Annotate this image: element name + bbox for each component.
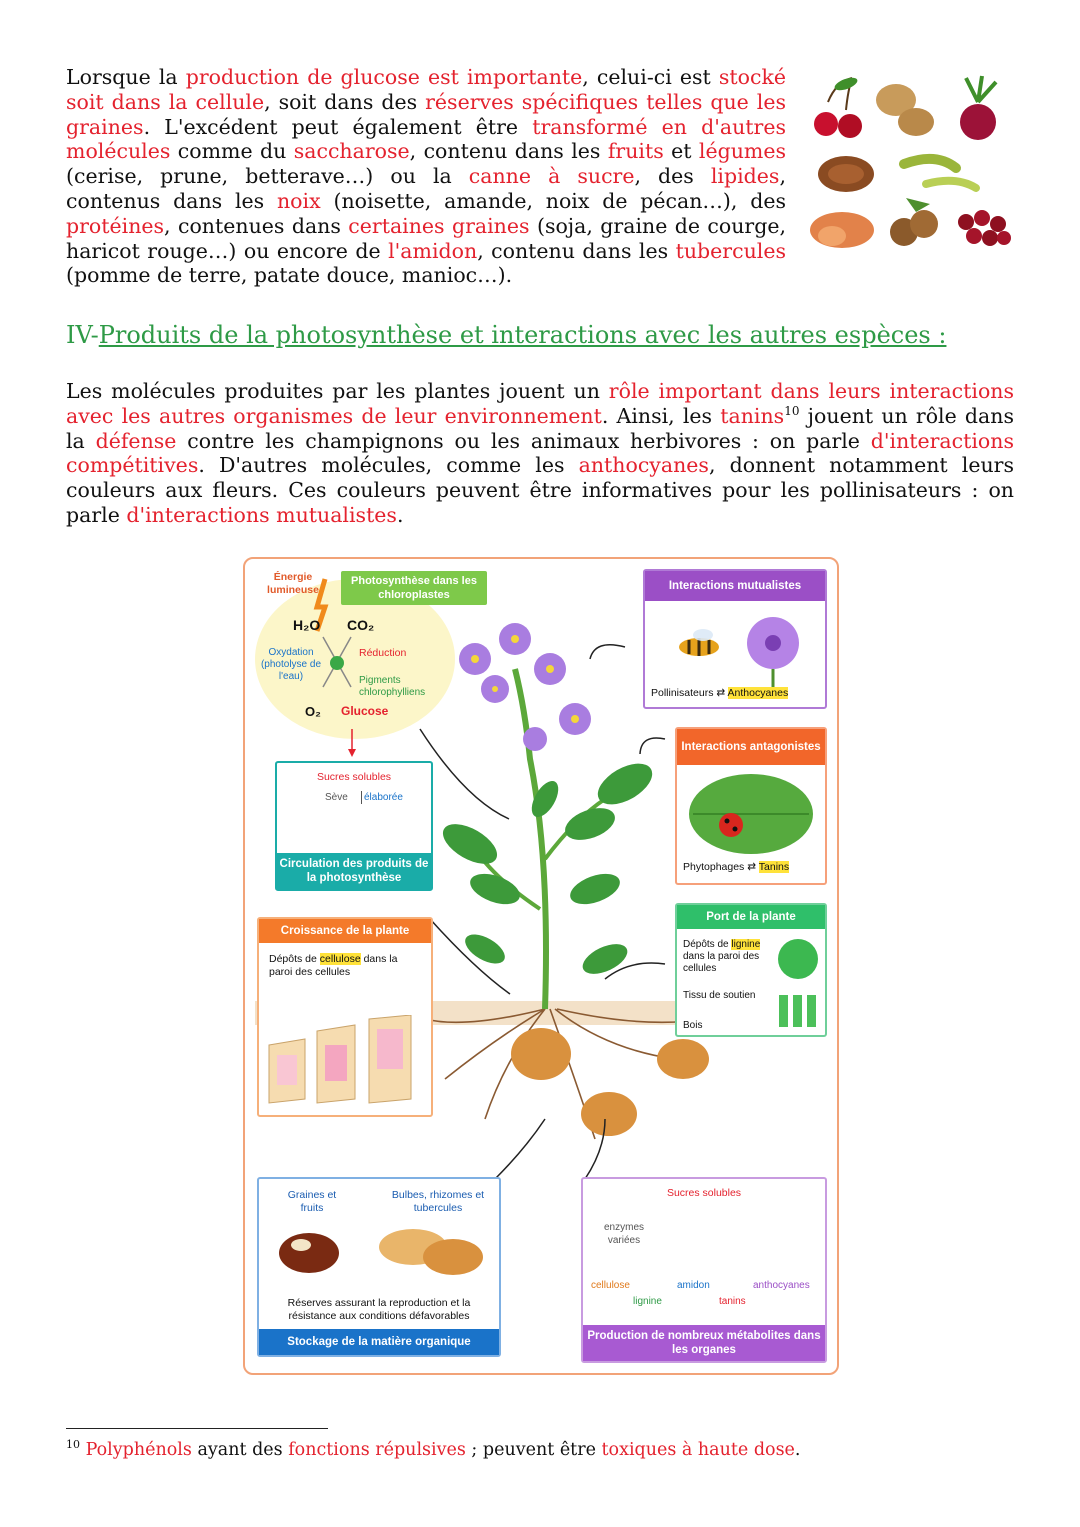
circulation-footer: Circulation des produits de la photosynthèse [277,853,431,889]
starch-metabolite: amidon [677,1280,710,1291]
seeds-tubers-illustration [273,1223,493,1283]
elaborated-label: élaborée [361,791,403,804]
storage-footer: Stockage de la matière organique [259,1329,499,1355]
growth-header: Croissance de la plante [259,919,431,943]
circulation-box [275,761,433,891]
anthocyanins-metabolite: anthocyanes [753,1280,810,1291]
lignin-metabolite: lignine [633,1296,662,1307]
glucose-label: Glucose [341,704,389,718]
hazelnut-icon [890,198,938,246]
mutualist-box [643,569,827,709]
paragraph-interactions: Les molécules produites par les plantes jouent un rôle important dans leurs interactions avec les autres organismes de leur environnement. Ainsi, les tanins$^{10}$ jouent un rôle dans la défense contre les champignons ou les animaux herbivores : on parle d'interactions compétitives. D'autres molécules, comme les anthocyanes, donnent notamment leurs couleurs aux fleurs. Ces couleurs peuvent être informatives pour les pollinisateurs : on parle d'interactions mutualistes. [66,379,1015,527]
energy-label: Énergie lumineuse [267,571,319,596]
support-header: Port de la plante [677,905,825,929]
reduction-label: Réduction [359,647,407,659]
red-bean-icon [958,210,1011,246]
soluble-sugars-2-label: Sucres solubles [666,1187,742,1199]
o2-label: O₂ [305,704,321,719]
metabolites-footer: Production de nombreux métabolites dans les organes [583,1325,825,1361]
cherry-icon [814,75,862,138]
sweet-potato-icon [810,212,874,248]
soluble-sugars-label: Sucres solubles [316,771,392,783]
pigments-label: Pigments chlorophylliens [359,675,426,698]
photosynthesis-figure [243,557,839,1375]
food-illustrations [806,72,1016,262]
tubers-label: Bulbes, rhizomes et tubercules [391,1189,485,1214]
lignin-deposit-text: Dépôts de lignine dans la paroi des cellules [683,939,761,974]
bean-pod-icon [904,159,976,188]
beetroot-icon [960,76,996,140]
mutualist-header: Interactions mutualistes [645,571,825,601]
photosynthesis-header: Photosynthèse dans les chloroplastes [341,571,487,605]
support-tissue-label: Tissu de soutien [683,990,756,1001]
growth-box [257,917,433,1117]
paragraph-storage: Lorsque la production de glucose est importante, celui-ci est stocké soit dans la cellule, soit dans des réserves spécifiques telles que les graines. L'excédent peut également être transformé en d'autres molécules comme du saccharose, contenu dans les fruits et légumes (cerise, prune, betterave…) ou la canne à sucre, des lipides, contenus dans les noix (noisette, amande, noix de pécan…), des protéines, contenues dans certaines graines (soja, graine de courge, haricot rouge…) ou encore de l'amidon, contenu dans les tubercules (pomme de terre, patate douce, manioc…). [66,65,786,288]
pecan-icon [818,156,874,192]
footnote-ref: 10 [784,403,800,418]
h2o-label: H₂O [293,617,321,633]
tannins-metabolite: tanins [719,1296,746,1307]
antagonist-box [675,727,827,885]
cellulose-metabolite: cellulose [591,1280,630,1291]
seeds-label: Graines et fruits [287,1189,337,1214]
footnote-divider [66,1428,328,1429]
reserves-text: Réserves assurant la reproduction et la résistance aux conditions défavorables [287,1297,471,1322]
storage-box [257,1177,501,1357]
potato-icon [876,84,934,136]
oxidation-label: Oxydation (photolyse de l'eau) [260,647,322,682]
section-heading: IV-Produits de la photosynthèse et interactions avec les autres espèces : [66,321,947,349]
phytophages-label: Phytophages ⇄ Tanins [683,861,790,873]
lignin-tissue-illustration [775,937,821,1029]
support-box [675,903,827,1037]
co2-label: CO₂ [347,617,375,633]
footnote: $^{10}$ Polyphénols ayant des fonctions répulsives ; peuvent être toxiques à haute dose. [66,1438,801,1460]
cellulose-deposit-text: Dépôts de cellulose dans la paroi des cellules [269,953,398,978]
wood-label: Bois [683,1020,703,1031]
ladybug-leaf-illustration [683,769,819,859]
enzymes-label: enzymes variées [603,1222,644,1246]
antagonist-header: Interactions antagonistes [677,729,825,765]
sap-label: Sève [325,792,348,803]
pollinators-label: Pollinisateurs ⇄ Anthocyanes [651,687,789,699]
cell-wall-illustration [265,1015,425,1105]
metabolites-box [581,1177,827,1363]
bee-flower-illustration [659,607,809,687]
